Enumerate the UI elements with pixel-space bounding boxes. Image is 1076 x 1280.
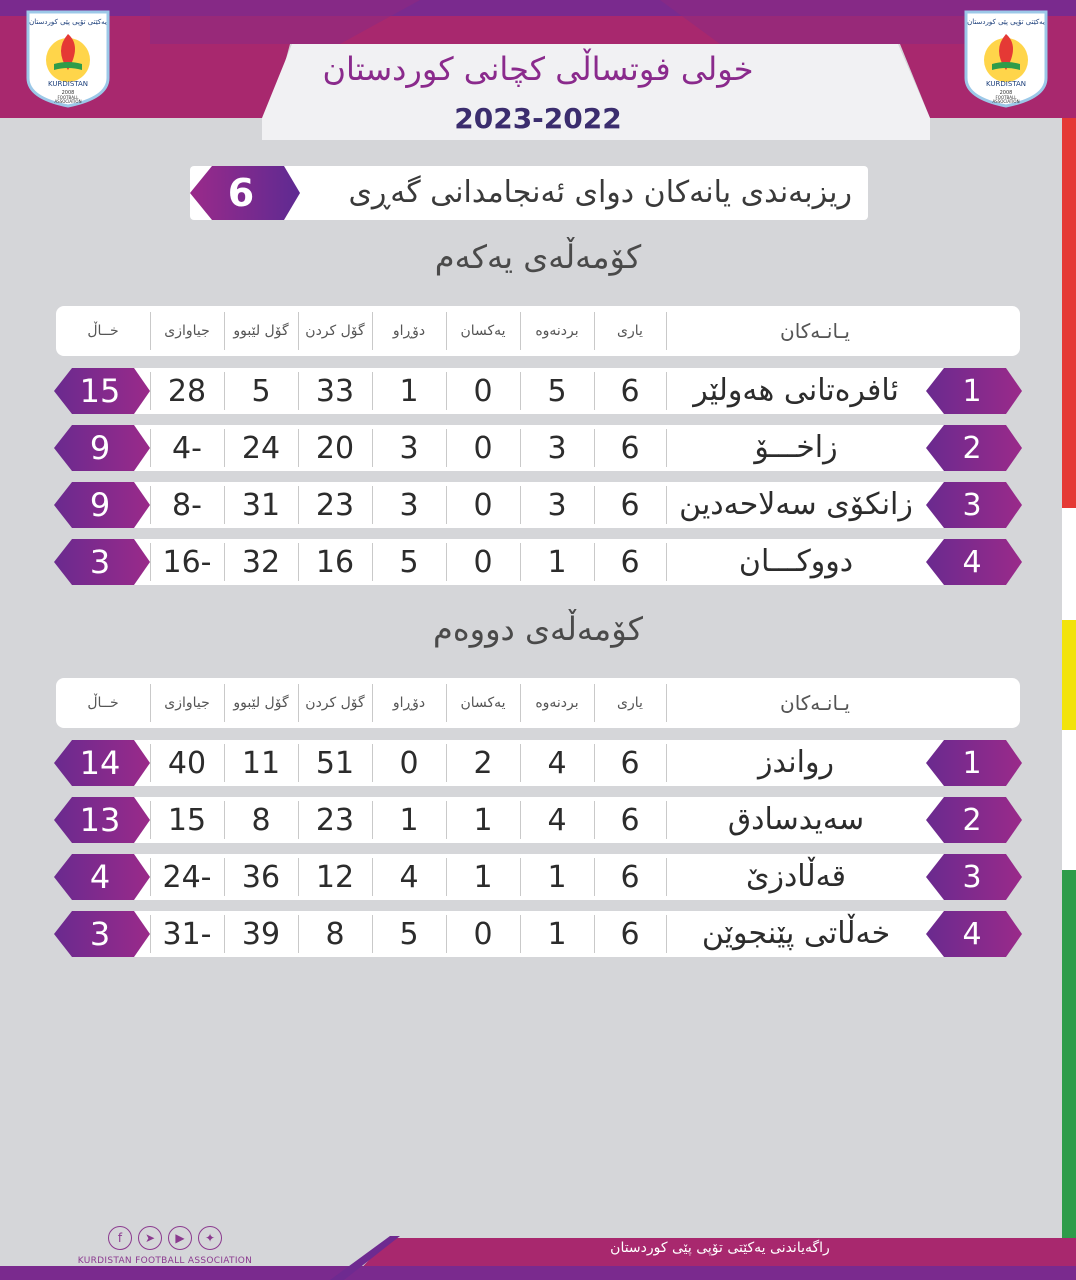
cell-won: 1 bbox=[547, 860, 567, 895]
table-row bbox=[0, 740, 1076, 786]
column-separator bbox=[520, 915, 521, 953]
header-team: یـانـەکان bbox=[780, 691, 850, 715]
cell-gf: 16 bbox=[315, 545, 355, 580]
cell-gd: 15 bbox=[167, 803, 207, 838]
team-name: زاخـــۆ bbox=[754, 430, 838, 465]
cell-lost: 0 bbox=[399, 746, 419, 781]
cell-gd: 24- bbox=[162, 860, 212, 895]
column-separator bbox=[594, 486, 595, 524]
team-name: خەڵاتی پێنجوێن bbox=[701, 916, 891, 951]
column-separator bbox=[446, 543, 447, 581]
column-separator bbox=[520, 858, 521, 896]
rank-value: 3 bbox=[962, 488, 982, 523]
rank-value: 2 bbox=[962, 803, 982, 838]
svg-text:KURDISTAN: KURDISTAN bbox=[985, 80, 1027, 88]
column-separator bbox=[520, 312, 521, 350]
column-separator bbox=[150, 543, 151, 581]
header-ga: گۆل لێبوو bbox=[233, 695, 289, 711]
column-separator bbox=[666, 858, 667, 896]
cell-gd: 40 bbox=[167, 746, 207, 781]
points-value: 3 bbox=[89, 543, 111, 581]
column-separator bbox=[446, 372, 447, 410]
cell-lost: 3 bbox=[399, 431, 419, 466]
column-separator bbox=[224, 429, 225, 467]
cell-lost: 5 bbox=[399, 545, 419, 580]
column-separator bbox=[446, 858, 447, 896]
column-separator bbox=[446, 486, 447, 524]
cell-drawn: 2 bbox=[473, 746, 493, 781]
cell-gd: 28 bbox=[167, 374, 207, 409]
cell-ga: 5 bbox=[251, 374, 271, 409]
cell-gf: 12 bbox=[315, 860, 355, 895]
table-header bbox=[56, 306, 1020, 356]
column-separator bbox=[520, 543, 521, 581]
rank-value: 3 bbox=[962, 860, 982, 895]
table-row bbox=[0, 482, 1076, 528]
column-separator bbox=[666, 801, 667, 839]
column-separator bbox=[150, 858, 151, 896]
header-gd: جیاوازی bbox=[164, 695, 210, 711]
table-row bbox=[0, 797, 1076, 843]
cell-gf: 51 bbox=[315, 746, 355, 781]
column-separator bbox=[446, 312, 447, 350]
cell-lost: 4 bbox=[399, 860, 419, 895]
column-separator bbox=[150, 429, 151, 467]
header-drawn: یەکسان bbox=[460, 323, 506, 339]
column-separator bbox=[372, 486, 373, 524]
column-separator bbox=[594, 915, 595, 953]
column-separator bbox=[520, 372, 521, 410]
team-name: دووکـــان bbox=[738, 544, 854, 579]
column-separator bbox=[594, 801, 595, 839]
column-separator bbox=[150, 915, 151, 953]
points-value: 14 bbox=[79, 744, 121, 782]
column-separator bbox=[594, 372, 595, 410]
column-separator bbox=[298, 915, 299, 953]
round-number: 6 bbox=[227, 171, 255, 215]
facebook-icon[interactable]: f bbox=[108, 1226, 132, 1250]
column-separator bbox=[446, 744, 447, 782]
cell-won: 4 bbox=[547, 803, 567, 838]
cell-drawn: 0 bbox=[473, 374, 493, 409]
cell-gf: 8 bbox=[325, 917, 345, 952]
cell-ga: 24 bbox=[241, 431, 281, 466]
cell-won: 3 bbox=[547, 431, 567, 466]
cell-gf: 33 bbox=[315, 374, 355, 409]
cell-ga: 36 bbox=[241, 860, 281, 895]
points-value: 4 bbox=[89, 858, 111, 896]
cell-drawn: 0 bbox=[473, 917, 493, 952]
column-separator bbox=[298, 684, 299, 722]
header-played: یاری bbox=[617, 695, 643, 711]
cell-ga: 39 bbox=[241, 917, 281, 952]
cell-gf: 20 bbox=[315, 431, 355, 466]
column-separator bbox=[666, 543, 667, 581]
table-row bbox=[0, 368, 1076, 414]
header-lost: دۆڕاو bbox=[392, 695, 426, 711]
header-gf: گۆل کردن bbox=[305, 695, 365, 711]
rank-value: 1 bbox=[962, 746, 982, 781]
column-separator bbox=[520, 429, 521, 467]
column-separator bbox=[298, 744, 299, 782]
cell-gd: 16- bbox=[162, 545, 212, 580]
cell-won: 4 bbox=[547, 746, 567, 781]
rank-value: 4 bbox=[962, 917, 982, 952]
column-separator bbox=[446, 915, 447, 953]
table-row bbox=[0, 539, 1076, 585]
svg-text:2008: 2008 bbox=[61, 90, 75, 96]
rank-value: 1 bbox=[962, 374, 982, 409]
column-separator bbox=[666, 915, 667, 953]
column-separator bbox=[298, 543, 299, 581]
cell-gd: 8- bbox=[172, 488, 202, 523]
cell-ga: 8 bbox=[251, 803, 271, 838]
cell-played: 6 bbox=[620, 917, 640, 952]
points-value: 3 bbox=[89, 915, 111, 953]
cell-won: 1 bbox=[547, 545, 567, 580]
points-value: 15 bbox=[79, 372, 121, 410]
header-ga: گۆل لێبوو bbox=[233, 323, 289, 339]
column-separator bbox=[372, 915, 373, 953]
footer-media-text: راگەیاندنی یەکێتی تۆپی پێی کوردستان bbox=[610, 1240, 830, 1256]
round-label: ریزبەندی یانەکان دوای ئەنجامدانی گەڕی bbox=[348, 175, 852, 210]
telegram-icon[interactable]: ➤ bbox=[138, 1226, 162, 1250]
svg-text:FOOTBALL: FOOTBALL bbox=[995, 95, 1017, 100]
column-separator bbox=[594, 429, 595, 467]
column-separator bbox=[150, 744, 151, 782]
twitter-icon[interactable]: ✦ bbox=[198, 1226, 222, 1250]
column-separator bbox=[520, 486, 521, 524]
footer-association-text: KURDISTAN FOOTBALL ASSOCIATION bbox=[77, 1256, 253, 1266]
column-separator bbox=[298, 801, 299, 839]
cell-won: 1 bbox=[547, 917, 567, 952]
column-separator bbox=[446, 801, 447, 839]
column-separator bbox=[372, 429, 373, 467]
points-value: 13 bbox=[79, 801, 121, 839]
team-name: رواندز bbox=[758, 745, 834, 780]
column-separator bbox=[224, 543, 225, 581]
column-separator bbox=[298, 486, 299, 524]
column-separator bbox=[594, 684, 595, 722]
column-separator bbox=[224, 915, 225, 953]
team-name: قەڵادزێ bbox=[745, 859, 847, 894]
column-separator bbox=[372, 372, 373, 410]
rank-value: 4 bbox=[962, 545, 982, 580]
column-separator bbox=[372, 801, 373, 839]
cell-lost: 1 bbox=[399, 374, 419, 409]
header-pts: خــاڵ bbox=[87, 323, 119, 339]
cell-played: 6 bbox=[620, 803, 640, 838]
rank-value: 2 bbox=[962, 431, 982, 466]
column-separator bbox=[150, 312, 151, 350]
column-separator bbox=[372, 858, 373, 896]
cell-drawn: 1 bbox=[473, 860, 493, 895]
header-gf: گۆل کردن bbox=[305, 323, 365, 339]
cell-ga: 32 bbox=[241, 545, 281, 580]
svg-text:ASSOCIATION: ASSOCIATION bbox=[54, 99, 82, 104]
points-value: 9 bbox=[89, 486, 111, 524]
cell-ga: 11 bbox=[241, 746, 281, 781]
column-separator bbox=[372, 543, 373, 581]
column-separator bbox=[150, 801, 151, 839]
column-separator bbox=[224, 801, 225, 839]
team-name: سەیدسادق bbox=[727, 802, 865, 837]
cell-played: 6 bbox=[620, 545, 640, 580]
header-drawn: یەکسان bbox=[460, 695, 506, 711]
column-separator bbox=[666, 312, 667, 350]
page-title: خولی فوتسالٚی کچانی کوردستان bbox=[322, 50, 754, 88]
table-row bbox=[0, 854, 1076, 900]
season-label: 2023-2022 bbox=[454, 102, 622, 135]
column-separator bbox=[520, 801, 521, 839]
cell-drawn: 1 bbox=[473, 803, 493, 838]
column-separator bbox=[372, 744, 373, 782]
cell-played: 6 bbox=[620, 374, 640, 409]
column-separator bbox=[224, 486, 225, 524]
column-separator bbox=[666, 486, 667, 524]
header-won: بردنەوە bbox=[535, 323, 579, 339]
header-gd: جیاوازی bbox=[164, 323, 210, 339]
points-value: 9 bbox=[89, 429, 111, 467]
cell-won: 3 bbox=[547, 488, 567, 523]
svg-text:ASSOCIATION: ASSOCIATION bbox=[992, 99, 1020, 104]
column-separator bbox=[372, 312, 373, 350]
cell-drawn: 0 bbox=[473, 488, 493, 523]
cell-gd: 4- bbox=[172, 431, 202, 466]
column-separator bbox=[224, 684, 225, 722]
header-team: یـانـەکان bbox=[780, 319, 850, 343]
cell-drawn: 0 bbox=[473, 431, 493, 466]
header-pts: خــاڵ bbox=[87, 695, 119, 711]
column-separator bbox=[446, 684, 447, 722]
column-separator bbox=[298, 372, 299, 410]
column-separator bbox=[372, 684, 373, 722]
column-separator bbox=[446, 429, 447, 467]
column-separator bbox=[298, 858, 299, 896]
cell-played: 6 bbox=[620, 746, 640, 781]
column-separator bbox=[224, 858, 225, 896]
team-name: زانکۆی سەلاحەدین bbox=[679, 487, 913, 522]
cell-gf: 23 bbox=[315, 803, 355, 838]
svg-text:2008: 2008 bbox=[999, 90, 1013, 96]
column-separator bbox=[666, 372, 667, 410]
column-separator bbox=[520, 744, 521, 782]
column-separator bbox=[594, 744, 595, 782]
column-separator bbox=[298, 429, 299, 467]
cell-gf: 23 bbox=[315, 488, 355, 523]
cell-lost: 1 bbox=[399, 803, 419, 838]
cell-played: 6 bbox=[620, 431, 640, 466]
svg-text:KURDISTAN: KURDISTAN bbox=[47, 80, 89, 88]
group-title: کۆمەڵەی دووەم bbox=[433, 610, 643, 648]
table-row bbox=[0, 911, 1076, 957]
column-separator bbox=[666, 744, 667, 782]
header-played: یاری bbox=[617, 323, 643, 339]
header-lost: دۆڕاو bbox=[392, 323, 426, 339]
team-name: ئافرەتانی هەولێر bbox=[693, 373, 899, 408]
column-separator bbox=[150, 486, 151, 524]
column-separator bbox=[224, 372, 225, 410]
column-separator bbox=[224, 744, 225, 782]
svg-text:FOOTBALL: FOOTBALL bbox=[57, 95, 79, 100]
column-separator bbox=[520, 684, 521, 722]
cell-played: 6 bbox=[620, 488, 640, 523]
column-separator bbox=[150, 372, 151, 410]
column-separator bbox=[594, 858, 595, 896]
column-separator bbox=[594, 543, 595, 581]
column-separator bbox=[150, 684, 151, 722]
column-separator bbox=[298, 312, 299, 350]
youtube-icon[interactable]: ▶ bbox=[168, 1226, 192, 1250]
table-header bbox=[56, 678, 1020, 728]
svg-text:یەکێتی تۆپی پێی کوردستان: یەکێتی تۆپی پێی کوردستان bbox=[967, 18, 1045, 26]
cell-ga: 31 bbox=[241, 488, 281, 523]
column-separator bbox=[666, 684, 667, 722]
column-separator bbox=[666, 429, 667, 467]
cell-played: 6 bbox=[620, 860, 640, 895]
table-row bbox=[0, 425, 1076, 471]
cell-lost: 3 bbox=[399, 488, 419, 523]
group-title: کۆمەڵەی یەکەم bbox=[434, 238, 642, 276]
header-won: بردنەوە bbox=[535, 695, 579, 711]
svg-text:یەکێتی تۆپی پێی کوردستان: یەکێتی تۆپی پێی کوردستان bbox=[29, 18, 107, 26]
column-separator bbox=[224, 312, 225, 350]
cell-gd: 31- bbox=[162, 917, 212, 952]
column-separator bbox=[594, 312, 595, 350]
cell-drawn: 0 bbox=[473, 545, 493, 580]
cell-lost: 5 bbox=[399, 917, 419, 952]
cell-won: 5 bbox=[547, 374, 567, 409]
